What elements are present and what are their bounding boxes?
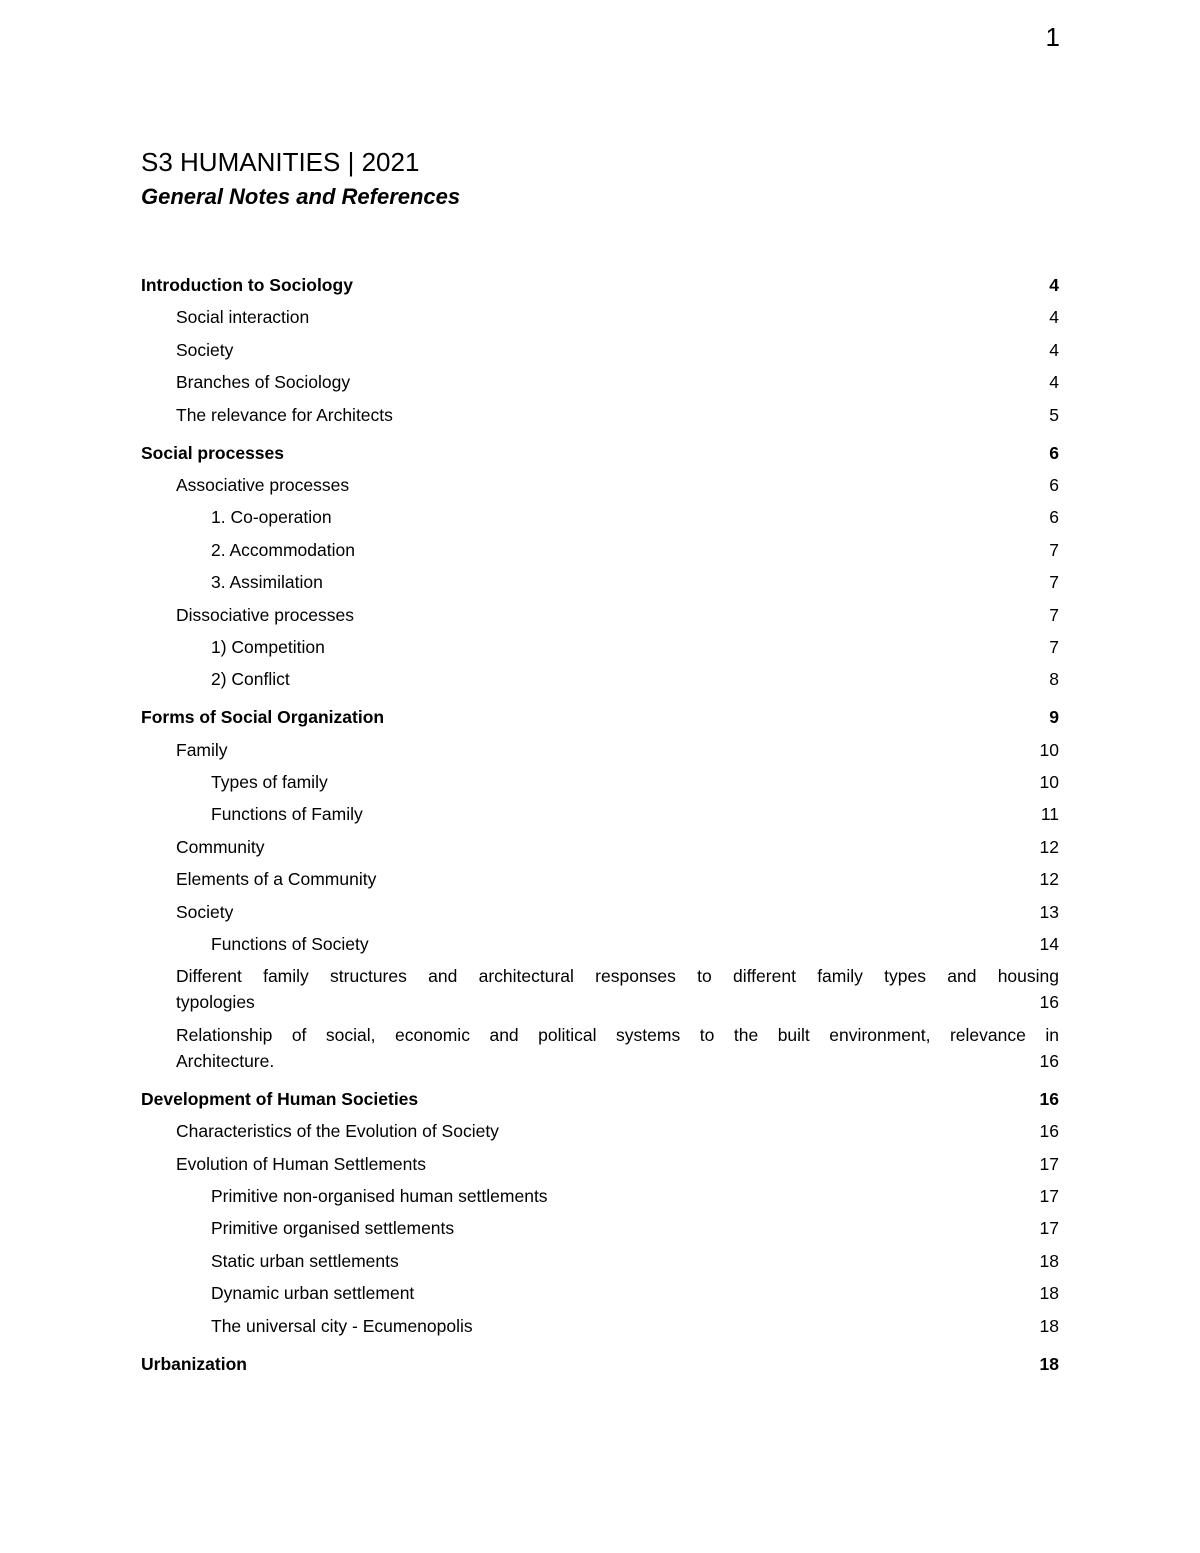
toc-heading[interactable] xyxy=(141,1086,1059,1112)
toc-entry-label: Static urban settlements xyxy=(211,1250,399,1271)
toc-entry-page: 7 xyxy=(1049,572,1059,593)
toc-entry-page: 4 xyxy=(1049,372,1059,393)
toc-entry[interactable] xyxy=(141,472,1059,498)
toc-entry[interactable] xyxy=(141,666,1059,692)
toc-entry[interactable] xyxy=(141,1280,1059,1306)
toc-entry[interactable] xyxy=(141,963,1059,1015)
toc-entry-page: 6 xyxy=(1049,442,1059,463)
toc-entry-label: 1. Co-operation xyxy=(211,507,332,528)
toc-heading[interactable] xyxy=(141,440,1059,466)
document-title: S3 HUMANITIES | 2021 xyxy=(141,147,420,177)
toc-entry[interactable] xyxy=(141,899,1059,925)
toc-entry-label: Social interaction xyxy=(176,307,310,328)
toc-entry[interactable] xyxy=(141,931,1059,957)
toc-entry[interactable] xyxy=(141,1248,1059,1274)
toc-entry-page: 8 xyxy=(1049,669,1059,690)
toc-entry-page: 16 xyxy=(1039,1088,1059,1109)
toc-entry-page: 10 xyxy=(1039,739,1059,760)
toc-entry-label: Development of Human Societies xyxy=(141,1088,419,1109)
document-subtitle: General Notes and References xyxy=(141,184,461,209)
toc-entry-label: Family xyxy=(176,739,228,760)
toc-entry[interactable] xyxy=(141,1313,1059,1339)
toc-heading[interactable] xyxy=(141,704,1059,730)
toc-entry[interactable] xyxy=(141,369,1059,395)
toc-entry-label: Branches of Sociology xyxy=(176,372,351,393)
toc-entry-label: Community xyxy=(176,836,265,857)
toc-entry-page: 17 xyxy=(1039,1218,1059,1239)
toc-entry[interactable] xyxy=(141,1118,1059,1144)
toc-entry[interactable] xyxy=(141,304,1059,330)
toc-entry-label: Social processes xyxy=(141,442,284,463)
toc-entry-label: The relevance for Architects xyxy=(176,404,393,425)
toc-entry-label: 2. Accommodation xyxy=(211,539,355,560)
toc-entry[interactable] xyxy=(141,866,1059,892)
toc-entry[interactable] xyxy=(141,769,1059,795)
toc-entry-page: 6 xyxy=(1049,507,1059,528)
toc-entry-page: 11 xyxy=(1040,804,1059,825)
toc-entry-label: The universal city - Ecumenopolis xyxy=(211,1315,473,1336)
toc-entry-page: 9 xyxy=(1049,707,1059,728)
toc-entry-label: Characteristics of the Evolution of Society xyxy=(176,1121,499,1142)
toc-entry-label: 3. Assimilation xyxy=(211,572,323,593)
toc-entry-label: Elements of a Community xyxy=(176,869,377,890)
toc-entry-page: 17 xyxy=(1039,1185,1059,1206)
toc-entry-page: 4 xyxy=(1049,339,1059,360)
toc-entry[interactable] xyxy=(141,1183,1059,1209)
toc-entry-page: 7 xyxy=(1049,636,1059,657)
toc-entry-page: 4 xyxy=(1049,307,1059,328)
toc-section xyxy=(141,440,1059,693)
toc-entry-label: Dissociative processes xyxy=(176,604,354,625)
toc-entry-page: 18 xyxy=(1039,1353,1059,1374)
toc-entry-label: 1) Competition xyxy=(211,636,325,657)
toc-entry-page: 12 xyxy=(1039,869,1059,890)
toc-entry-label: Introduction to Sociology xyxy=(141,275,353,295)
toc-entry-label: Functions of Society xyxy=(211,934,369,955)
toc-entry-label: 2) Conflict xyxy=(211,669,290,690)
page-number: 1 xyxy=(1045,22,1060,52)
toc-entry-page: 18 xyxy=(1039,1250,1059,1271)
toc-entry-page: 5 xyxy=(1049,404,1059,425)
toc-entry-page: 6 xyxy=(1049,474,1059,495)
toc-entry-page: 16 xyxy=(1039,1050,1059,1071)
toc-entry-label: Society xyxy=(176,901,234,922)
toc-entry-page: 12 xyxy=(1039,836,1059,857)
toc-entry[interactable] xyxy=(141,737,1059,763)
toc-entry[interactable] xyxy=(141,834,1059,860)
toc-entry-page: 17 xyxy=(1039,1153,1059,1174)
toc-entry-label: Primitive organised settlements xyxy=(211,1218,455,1239)
toc-entry[interactable] xyxy=(141,634,1059,660)
toc-entry-label: Relationship of social, economic and political systems to the built environment, relevance in xyxy=(176,1024,1059,1045)
toc-entry-last-line xyxy=(176,989,1059,1015)
toc-entry-label: typologies xyxy=(176,992,255,1013)
toc-entry-page: 16 xyxy=(1039,992,1059,1013)
toc-entry-last-line xyxy=(176,1048,1059,1074)
toc-entry-label: Associative processes xyxy=(176,474,350,495)
toc-entry-page: 18 xyxy=(1039,1283,1059,1304)
toc-entry-page: 16 xyxy=(1039,1121,1059,1142)
toc-entry-label: Dynamic urban settlement xyxy=(211,1283,415,1304)
toc-entry-label: Forms of Social Organization xyxy=(141,707,385,728)
toc-entry-page: 13 xyxy=(1039,901,1059,922)
toc-entry-page: 10 xyxy=(1039,772,1059,793)
toc-entry-page: 4 xyxy=(1049,275,1059,295)
toc-entry[interactable] xyxy=(141,337,1059,363)
toc-entry-label: Society xyxy=(176,339,234,360)
toc-entry-label: Different family structures and architectural responses to different family types and housing xyxy=(176,966,1059,987)
toc-heading[interactable] xyxy=(141,272,1059,298)
toc-entry-label: Types of family xyxy=(211,772,328,793)
toc-section xyxy=(141,704,1059,1074)
toc-entry-page: 14 xyxy=(1039,934,1059,955)
toc-entry-label: Architecture. xyxy=(176,1050,275,1071)
toc-entry-page: 7 xyxy=(1049,604,1059,625)
toc-entry-label: Evolution of Human Settlements xyxy=(176,1153,426,1174)
toc-entry[interactable] xyxy=(141,402,1059,428)
toc-heading[interactable] xyxy=(141,1351,1059,1377)
table-of-contents xyxy=(141,272,1059,1389)
toc-section xyxy=(141,1351,1059,1377)
toc-section xyxy=(141,1086,1059,1339)
toc-entry-label: Urbanization xyxy=(141,1353,247,1374)
toc-entry[interactable] xyxy=(141,537,1059,563)
toc-entry-label: Primitive non-organised human settlements xyxy=(211,1185,548,1206)
toc-entry-label: Functions of Family xyxy=(211,804,363,825)
toc-entry[interactable] xyxy=(141,602,1059,628)
toc-entry[interactable] xyxy=(141,504,1059,530)
toc-entry[interactable] xyxy=(141,1215,1059,1241)
toc-entry[interactable] xyxy=(141,569,1059,595)
toc-entry[interactable] xyxy=(141,801,1059,827)
toc-entry-page: 7 xyxy=(1049,539,1059,560)
toc-section xyxy=(141,272,1059,428)
toc-entry[interactable] xyxy=(141,1151,1059,1177)
toc-entry-page: 18 xyxy=(1039,1315,1059,1336)
toc-entry[interactable] xyxy=(141,1022,1059,1074)
